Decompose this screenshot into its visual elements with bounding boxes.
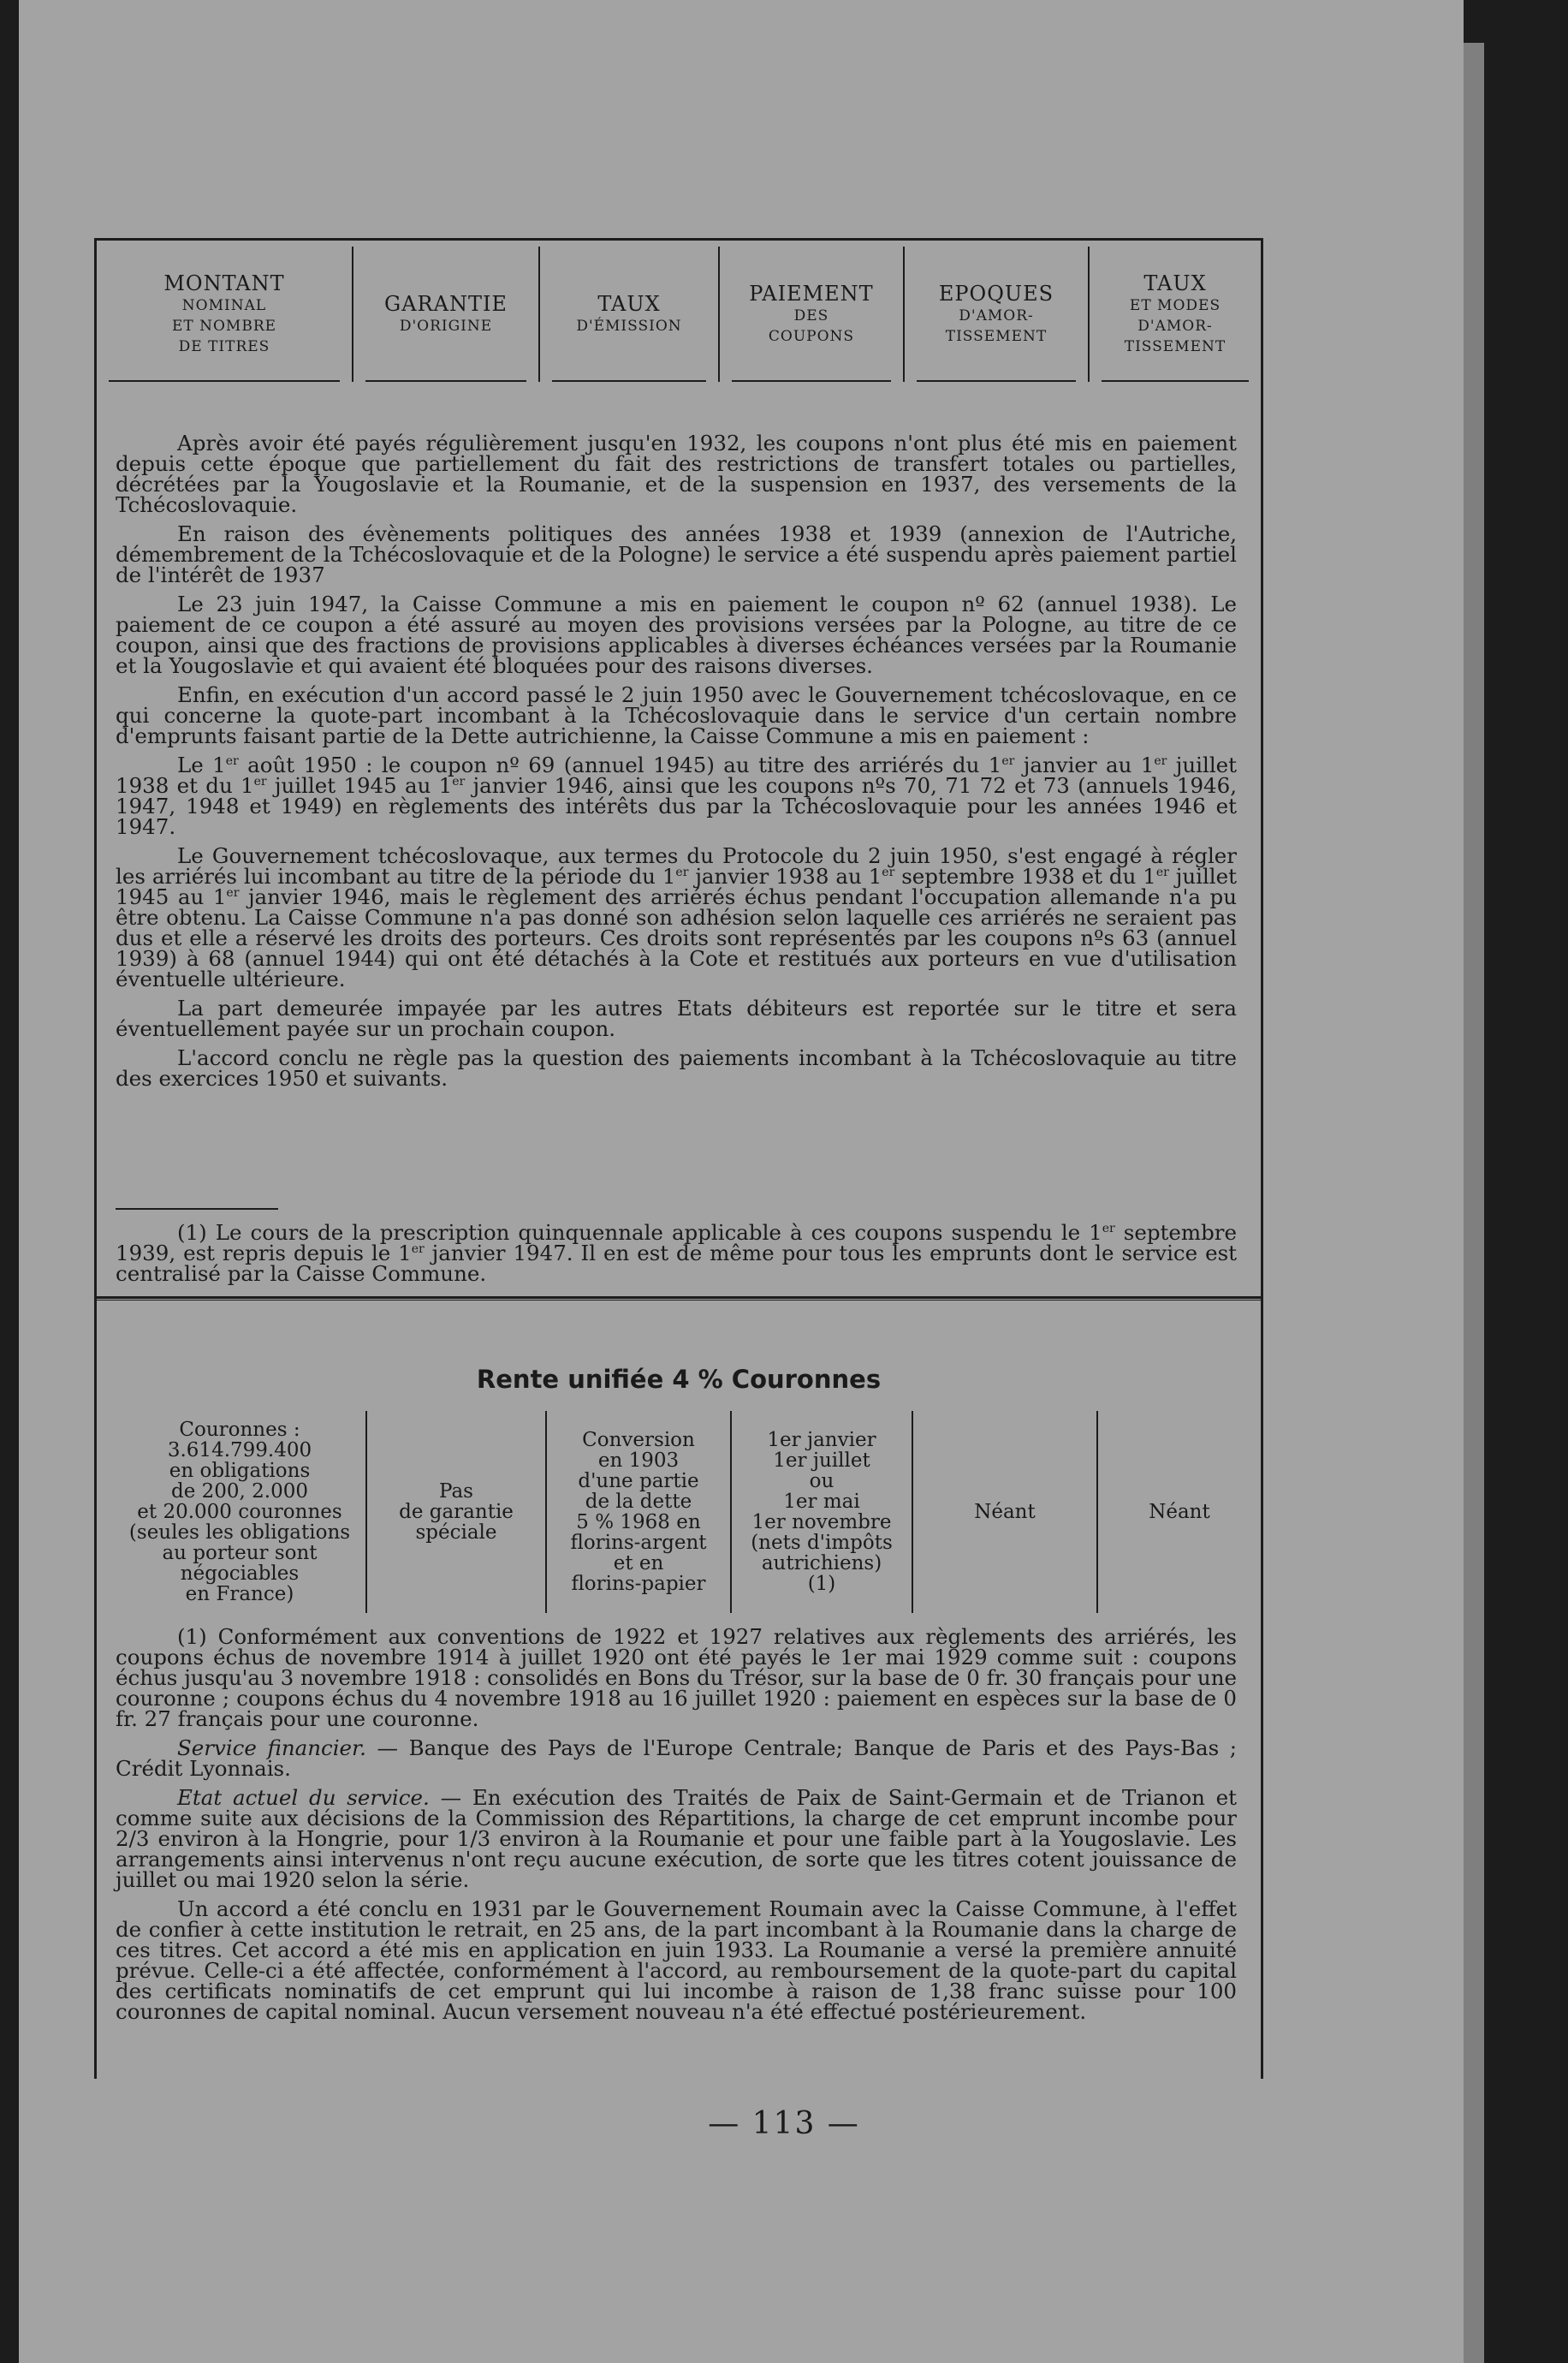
paragraph: La part demeurée impayée par les autres Etats débiteurs est reportée sur le titre et sera éventuellement payée sur un prochain coupon.: [116, 996, 1237, 1041]
paragraph: Le 1er août 1950 : le coupon nº 69 (annuel 1945) au titre des arriérés du 1er janvier au 1er juillet 1938 et du 1er juillet 1945 au 1er janvier 1946, ainsi que les coupons nºs 70, 71 72 et 73 (annuels 1946, 1947, 1948 et 1949) en règlements des intérêts dus par la Tchécoslovaquie pour les années 1946 et 1947.: [116, 753, 1238, 839]
cell-garantie: Pas de garantie spéciale: [367, 1411, 547, 1613]
paragraph: Le 23 juin 1947, la Caisse Commune a mis en paiement le coupon nº 62 (annuel 1938). Le paiement de ce coupon a été assuré au moyen des provisions versées par la Pologne, au titre de ce coupon, ainsi que des fractions de provisions applicables à diverses échéances versées par la Roumanie et la Yougoslavie et qui avaient été bloquées pour des raisons diverses.: [116, 592, 1237, 678]
section-title: Rente unifiée 4 % Couronnes: [476, 1365, 882, 1394]
paragraph: Etat actuel du service. — En exécution des Traités de Paix de Saint-Germain et de Trianon et comme suite aux décisions de la Commission des Répartitions, la charge de cet emprunt incombe pour 2/3 environ à la Hongrie, pour 1/3 environ à la Roumanie et pour une faible part à la Yougoslavie. Les arrangements ainsi intervenus n'ont reçu aucune exécution, de sorte que les titres cotent jouissance de juillet ou mai 1920 selon la série.: [116, 1785, 1237, 1892]
rente-table-row: [114, 1411, 1261, 1613]
paragraph: Enfin, en exécution d'un accord passé le 2 juin 1950 avec le Gouvernement tchécoslovaque, en ce qui concerne la quote-part incombant à la Tchécoslovaquie dans le service d'un certain nombre d'emprunts faisant partie de la Dette autrichienne, la Caisse Commune a mis en paiement :: [116, 682, 1237, 748]
paragraph: Un accord a été conclu en 1931 par le Gouvernement Roumain avec la Caisse Commune, à l'effet de confier à cette institution le retrait, en 25 ans, de la part incombant à la Roumanie dans la charge de ces titres. Cet accord a été mis en application en juin 1933. La Roumanie a versé la première annuité prévue. Celle-ci a été affectée, conformément à l'accord, au remboursement de la quote-part du capital des certificats nominatifs de cet emprunt qui lui incombe à raison de 1,38 franc suisse pour 100 couronnes de capital nominal. Aucun versement nouveau n'a été effectué postérieurement.: [116, 1896, 1237, 2024]
cell-taux: Conversion en 1903 d'une partie de la dette 5 % 1968 en florins-argent et en florins-papier: [547, 1411, 732, 1613]
page-edge: [1464, 43, 1484, 2363]
paragraph: Le Gouvernement tchécoslovaque, aux termes du Protocole du 2 juin 1950, s'est engagé à régler les arriérés lui incombant au titre de la période du 1er janvier 1938 au 1er septembre 1938 et du 1er juillet 1945 au 1er janvier 1946, mais le règlement des arriérés échus pendant l'occupation allemande n'a pu être obtenu. La Caisse Commune n'a pas donné son adhésion selon laquelle ces arriérés ne seraient pas dus et elle a réservé les droits des porteurs. Ces droits sont représentés par les coupons nºs 63 (annuel 1939) à 68 (annuel 1944) qui ont été détachés à la Cote et restitués aux porteurs en vue d'utilisation éventuelle ultérieure.: [116, 843, 1237, 991]
cell-modes: Néant: [1149, 1501, 1210, 1523]
section-separator: [97, 1296, 1261, 1299]
page-number: — 113 —: [708, 2106, 860, 2141]
section-rente-text: [116, 1624, 1237, 2024]
cell-montant: Couronnes : 3.614.799.400 en obligations de 200, 2.000 et 20.000 couronnes (seules les obligations au porteur sont négociables en France): [114, 1411, 367, 1613]
header-garantie: GARANTIE D'ORIGINE: [353, 247, 540, 382]
section-tchecoslovaquie: [116, 433, 1237, 1089]
header-epoques: EPOQUES D'AMOR- TISSEMENT: [905, 247, 1090, 382]
paragraph: En raison des évènements politiques des années 1938 et 1939 (annexion de l'Autriche, démembrement de la Tchécoslovaquie et de la Pologne) le service a été suspendu après paiement partiel de l'intérêt de 1937: [116, 521, 1237, 587]
cell-paiement: 1er janvier 1er juillet ou 1er mai 1er novembre (nets d'impôts autrichiens) (1): [732, 1411, 913, 1613]
footnote: (1) Conformément aux conventions de 1922 et 1927 relatives aux règlements des arriérés, les coupons échus de novembre 1914 à juillet 1920 ont été payés le 1er mai 1929 comme suit : coupons échus jusqu'au 3 novembre 1918 : consolidés en Bons du Trésor, sur la base de 0 fr. 30 français pour une couronne ; coupons échus du 4 novembre 1918 au 16 juillet 1920 : paiement en espèces sur la base de 0 fr. 27 français pour une couronne.: [116, 1624, 1237, 1731]
paragraph: Service financier. — Banque des Pays de l'Europe Centrale; Banque de Paris et des Pays-Bas ; Crédit Lyonnais.: [116, 1735, 1237, 1781]
footnote-1: (1) Le cours de la prescription quinquennale applicable à ces coupons suspendu le 1er septembre 1939, est repris depuis le 1er janvier 1947. Il en est de même pour tous les emprunts dont le service est centralisé par la Caisse Commune.: [116, 1220, 1237, 1286]
footnote-rule: [116, 1208, 278, 1210]
section-separator-thin: [97, 1300, 1261, 1301]
paragraph: L'accord conclu ne règle pas la question des paiements incombant à la Tchécoslovaquie au titre des exercices 1950 et suivants.: [116, 1045, 1237, 1091]
header-paiement: PAIEMENT DES COUPONS: [720, 247, 905, 382]
table-header: [97, 247, 1261, 382]
paragraph: Après avoir été payés régulièrement jusqu'en 1932, les coupons n'ont plus été mis en paiement depuis cette époque que partiellement du fait des restrictions de transfert totales ou partielles, décrétées par la Yougoslavie et la Roumanie, et de la suspension en 1937, des versements de la Tchécoslovaquie.: [116, 431, 1237, 517]
frame-top-rule: [97, 238, 1261, 241]
document-frame: [94, 238, 1263, 2079]
header-taux-emission: TAUX D'ÉMISSION: [540, 247, 720, 382]
cell-epoques: Néant: [913, 1411, 1098, 1613]
header-taux-modes: TAUX ET MODES D'AMOR- TISSEMENT: [1090, 247, 1261, 382]
header-montant: MONTANT NOMINAL ET NOMBRE DE TITRES: [97, 247, 353, 382]
